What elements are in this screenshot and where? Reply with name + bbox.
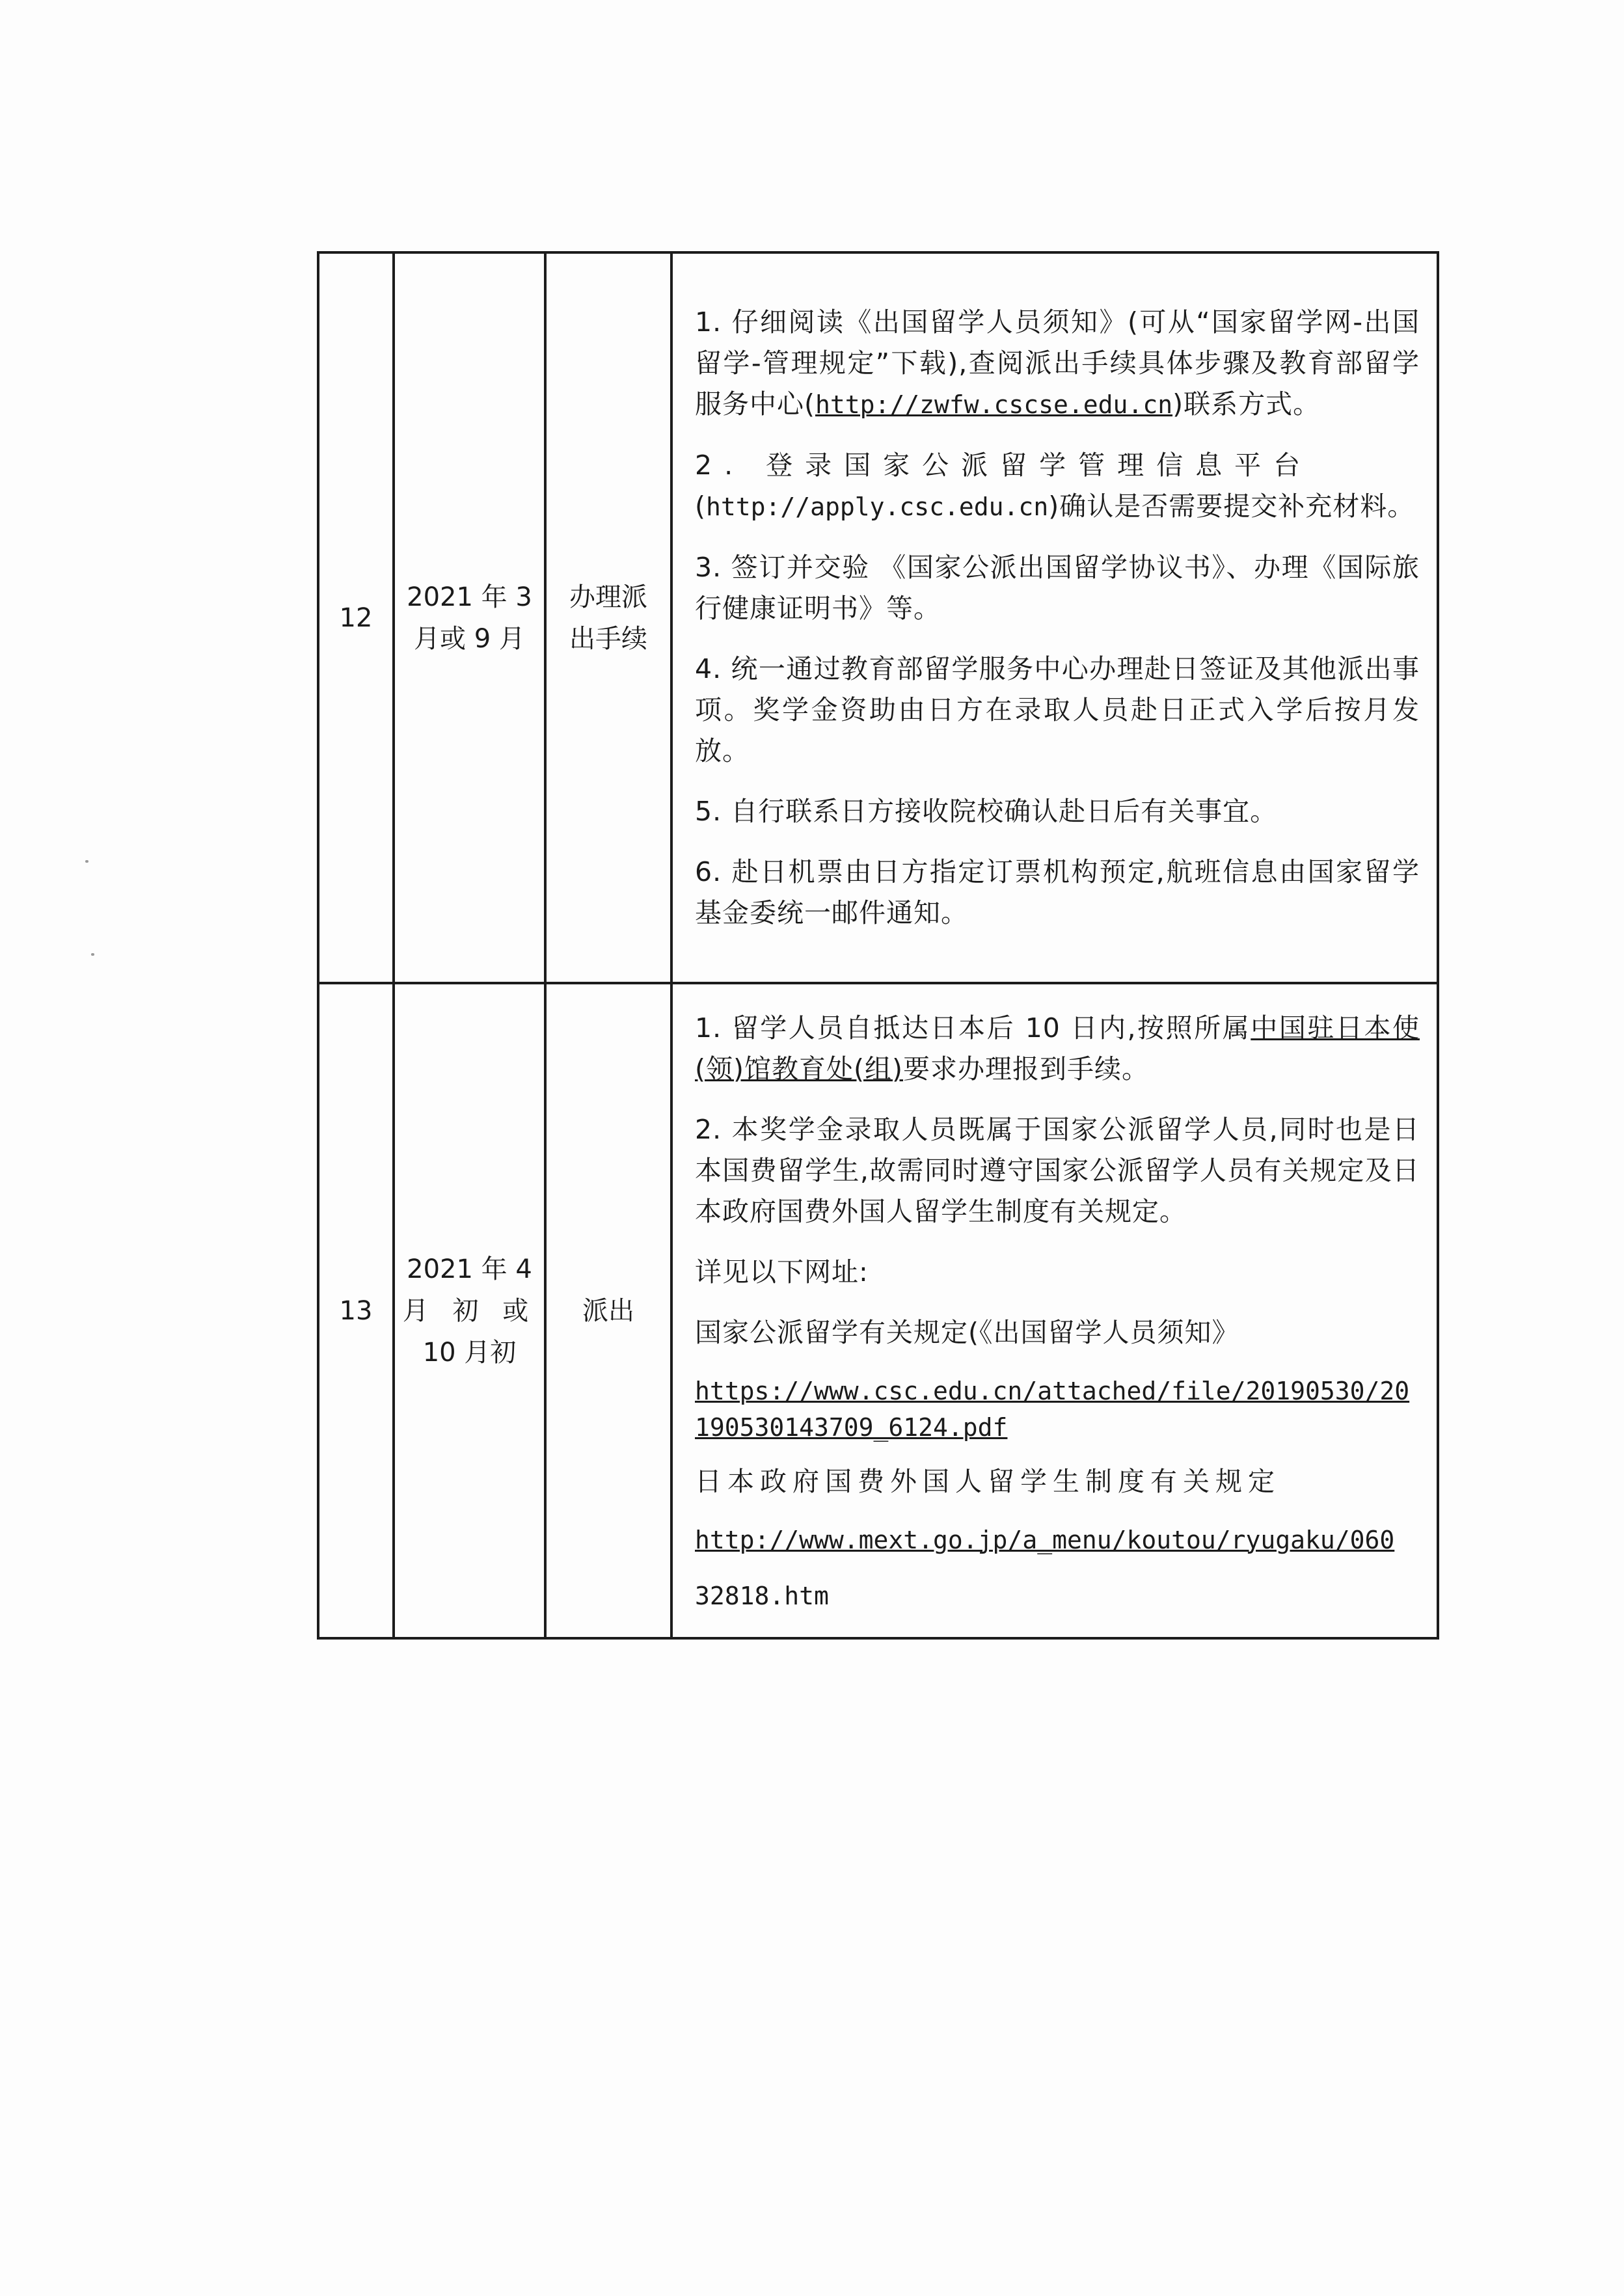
embassy-link[interactable]: 中国驻日本使(领)馆教育处(组) [695,1012,1420,1085]
detail-text: 2. 登录国家公派留学管理信息平台 [695,450,1313,481]
date-line: 2021 年 4 [407,1254,532,1284]
detail-paragraph: 国家公派留学有关规定(《出国留学人员须知》 [695,1316,1239,1348]
detail-text: 1. 仔细阅读《出国留学人员须知》(可从“国家留学网-出国留学-管理规定”下载),查阅派出手续具体步骤及教育部留学服务中心( [695,306,1420,420]
csc-regulation-link[interactable]: https://www.csc.edu.cn/attached/file/20190530/20190530143709_6124.pdf [695,1376,1410,1442]
details-cell [671,252,1438,983]
detail-text: ( [695,491,706,522]
date-cell [394,252,545,983]
row-number: 12 [339,602,373,633]
activity-cell [545,252,671,983]
mext-link-continued[interactable]: 32818.htm [695,1581,829,1610]
detail-paragraph [695,302,1420,425]
date-cell [394,983,545,1638]
details-cell [671,983,1438,1638]
detail-paragraph: 日本政府国费外国人留学生制度有关规定 [695,1465,1280,1497]
detail-paragraph: 2. 本奖学金录取人员既属于国家公派留学人员,同时也是日本国费留学生,故需同时遵守国家公派留学人员有关规定及日本政府国费外国人留学生制度有关规定。 [695,1113,1420,1227]
activity-cell [545,983,671,1638]
activity-line: 办理派 [569,582,647,612]
detail-paragraph: 6. 赴日机票由日方指定订票机构预定,航班信息由国家留学基金委统一邮件通知。 [695,856,1420,928]
detail-paragraph: 5. 自行联系日方接收院校确认赴日后有关事宜。 [695,796,1278,827]
row-number-cell [318,983,394,1638]
detail-paragraph: 详见以下网址: [695,1256,869,1288]
detail-paragraph [695,445,1420,528]
row-number-cell [318,252,394,983]
date-line: 2021 年 3 [407,582,532,612]
table-row [318,983,1438,1638]
mext-link[interactable]: http://www.mext.go.jp/a_menu/koutou/ryugaku/060 [695,1525,1395,1554]
apply-csc-link[interactable]: http://apply.csc.edu.cn [706,493,1049,521]
detail-text: )联系方式。 [1172,388,1321,420]
detail-text: 1. 留学人员自抵达日本后 10 日内,按照所属 [695,1012,1251,1044]
row-number: 13 [339,1295,373,1326]
detail-paragraph [695,1008,1420,1090]
detail-text: )确认是否需要提交补充材料。 [1048,491,1415,522]
date-line: 10 月初 [422,1337,517,1368]
activity-line: 派出 [582,1295,634,1326]
detail-text: 要求办理报到手续。 [902,1053,1149,1085]
detail-paragraph: 4. 统一通过教育部留学服务中心办理赴日签证及其他派出事项。奖学金资助由日方在录取人员赴日正式入学后按月发放。 [695,653,1420,766]
detail-paragraph: 3. 签订并交验 《国家公派出国留学协议书》、办理《国际旅行健康证明书》等。 [695,552,1420,624]
scan-speck [91,953,94,956]
date-line: 月 初 或 [402,1295,537,1326]
schedule-table [317,251,1439,1640]
table-row [318,252,1438,983]
date-line: 月或 9 月 [414,623,525,654]
cscse-link[interactable]: http://zwfw.cscse.edu.cn [815,390,1173,419]
activity-line: 出手续 [569,623,647,654]
scan-speck [85,860,88,863]
